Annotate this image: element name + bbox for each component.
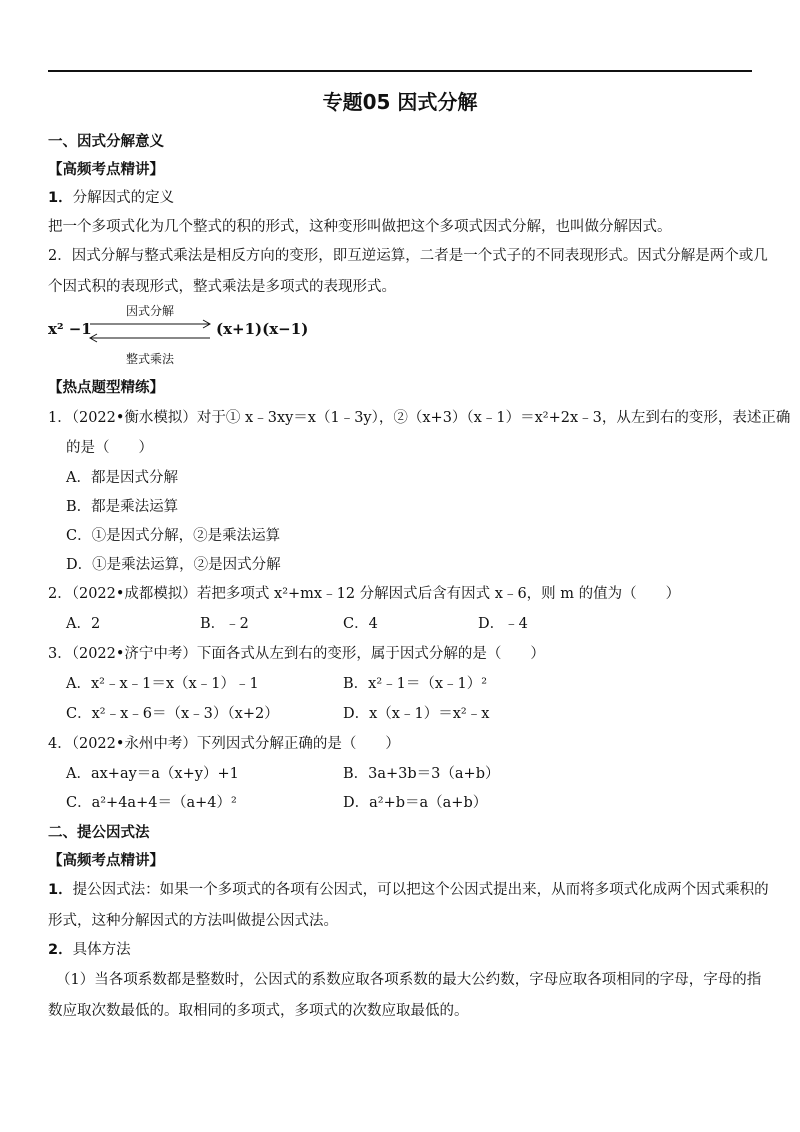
method-rule1-line2: 数应取次数最低的。取相同的多项式，多项式的次数应取最低的。 [48, 1003, 469, 1019]
section2-tag-key-points: 【高频考点精讲】 [48, 853, 164, 869]
specific-method-title: 具体方法 [72, 942, 131, 958]
specific-method-heading [48, 940, 131, 960]
q2-option-a: A．2 [66, 616, 101, 632]
point2-line1: 2．因式分解与整式乘法是相反方向的变形，即互逆运算，二者是一个式子的不同表现形式。因式分解是两个或几 [48, 248, 768, 264]
q3-text: 3．（2022•济宁中考）下面各式从左到右的变形，属于因式分解的是（ ） [48, 646, 545, 662]
specific-method-number: 2． [48, 942, 73, 958]
diagram-right-expression: (x+1)(x−1) [216, 320, 309, 338]
q2-text: 2．（2022•成都模拟）若把多项式 x²+mx﹣12 分解因式后含有因式 x﹣6，则 m 的值为（ ） [48, 586, 681, 602]
section1-heading: 一、因式分解意义 [48, 134, 164, 150]
definition-heading [48, 188, 174, 208]
factor-multiply-diagram [48, 300, 318, 370]
q1-option-d: D．①是乘法运算，②是因式分解 [66, 557, 281, 573]
method-definition-text: 提公因式法：如果一个多项式的各项有公因式，可以把这个公因式提出来，从而将多项式化成两个因式乘积的 [72, 882, 769, 898]
q4-option-b: B．3a+3b＝3（a+b） [343, 766, 500, 782]
point2-line2: 个因式积的表现形式，整式乘法是多项式的表现形式。 [48, 279, 396, 295]
definition-title: 分解因式的定义 [72, 190, 175, 206]
q1-line2: 的是（ ） [66, 440, 153, 456]
definition-number: 1． [48, 190, 73, 206]
diagram-top-label: 因式分解 [126, 304, 175, 318]
section2-heading: 二、提公因式法 [48, 825, 150, 841]
q1-line1: 1．（2022•衡水模拟）对于① x﹣3xy＝x（1﹣3y），②（x+3）（x﹣1）＝x²+2x﹣3，从左到右的变形，表述正确 [48, 410, 791, 426]
method-definition-line1 [48, 880, 769, 900]
section1-tag-practice: 【热点题型精练】 [48, 380, 164, 396]
section1-tag-key-points: 【高频考点精讲】 [48, 162, 164, 178]
q2-option-b: B．﹣2 [200, 616, 249, 632]
page-title: 专题05 因式分解 [322, 90, 478, 114]
q3-option-b: B．x²﹣1＝（x﹣1）² [343, 676, 488, 692]
header-rule [48, 70, 752, 72]
q1-option-c: C．①是因式分解，②是乘法运算 [66, 528, 281, 544]
q4-text: 4．（2022•永州中考）下列因式分解正确的是（ ） [48, 736, 400, 752]
q1-option-b: B．都是乘法运算 [66, 499, 179, 515]
q1-option-a: A．都是因式分解 [66, 470, 178, 486]
diagram-left-expression: x² −1 [48, 320, 92, 338]
q3-option-d: D．x（x﹣1）＝x²﹣x [343, 706, 490, 722]
method-rule1-line1: （1）当各项系数都是整数时，公因式的系数应取各项系数的最大公约数，字母应取各项相同的字母，字母的指 [56, 972, 762, 988]
q2-option-c: C．4 [343, 616, 378, 632]
method-definition-number: 1． [48, 882, 73, 898]
q4-option-a: A．ax+ay＝a（x+y）+1 [66, 766, 239, 782]
q4-option-d: D．a²+b＝a（a+b） [343, 795, 488, 811]
q3-option-a: A．x²﹣x﹣1＝x（x﹣1）﹣1 [66, 676, 259, 692]
method-definition-line2: 形式，这种分解因式的方法叫做提公因式法。 [48, 913, 338, 929]
q3-option-c: C．x²﹣x﹣6＝（x﹣3）（x+2） [66, 706, 279, 722]
diagram-bottom-label: 整式乘法 [126, 352, 175, 366]
q4-option-c: C．a²+4a+4＝（a+4）² [66, 795, 237, 811]
definition-body: 把一个多项式化为几个整式的积的形式，这种变形叫做把这个多项式因式分解，也叫做分解因式。 [48, 219, 672, 235]
q2-option-d: D．﹣4 [478, 616, 528, 632]
